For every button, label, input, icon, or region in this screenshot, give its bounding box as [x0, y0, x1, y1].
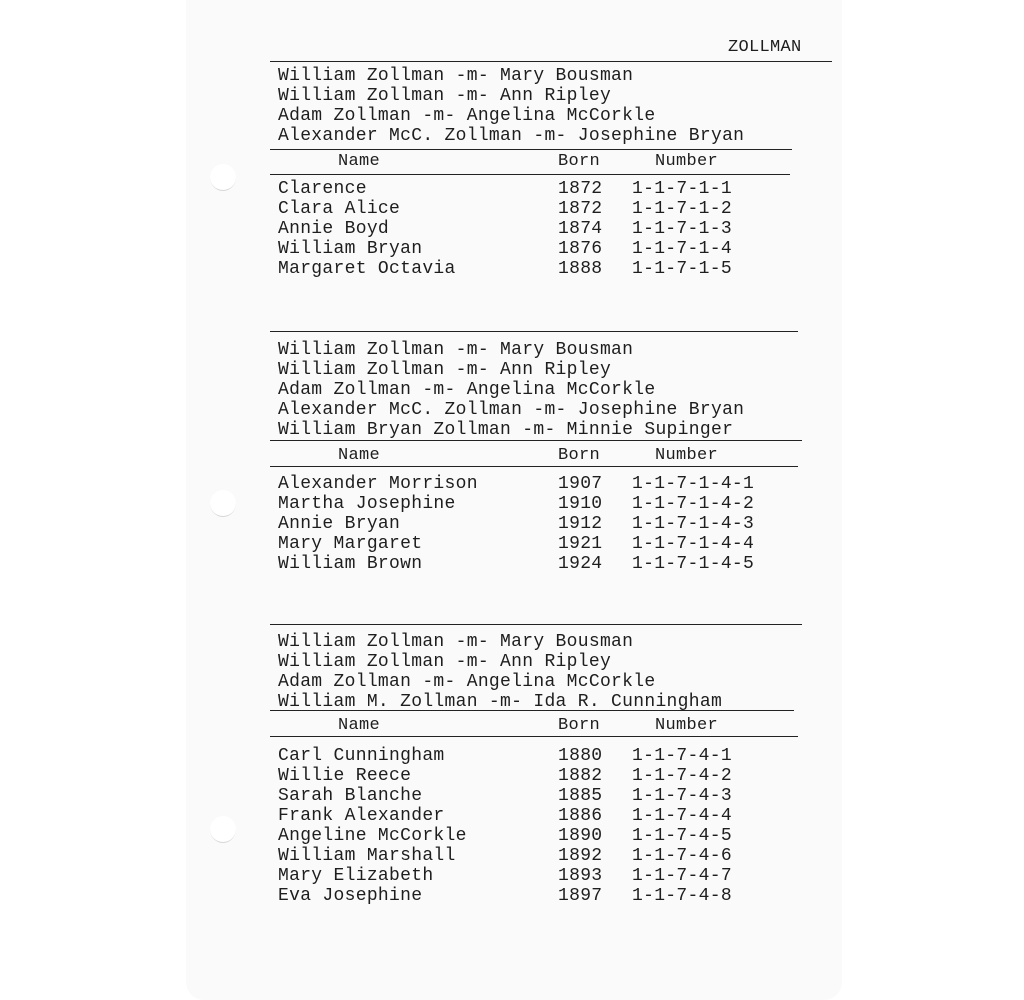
child-number: 1-1-7-1-4-4 [632, 534, 755, 554]
column-header-name: Name [338, 446, 381, 465]
child-name: Clarence [278, 179, 367, 199]
child-number: 1-1-7-4-4 [632, 806, 732, 826]
lineage-bottom-rule [270, 149, 792, 150]
child-born: 1872 [558, 199, 603, 219]
child-number: 1-1-7-1-1 [632, 179, 732, 199]
child-name: Annie Bryan [278, 514, 401, 534]
child-number: 1-1-7-1-4-1 [632, 474, 755, 494]
child-number: 1-1-7-1-3 [632, 219, 732, 239]
child-number: 1-1-7-4-1 [632, 746, 732, 766]
column-header-born: Born [558, 446, 601, 465]
lineage-line: Adam Zollman -m- Angelina McCorkle [278, 380, 656, 400]
lineage-line: William Zollman -m- Mary Bousman [278, 66, 634, 86]
child-born: 1876 [558, 239, 603, 259]
child-born: 1907 [558, 474, 603, 494]
lineage-line: William Zollman -m- Ann Ripley [278, 360, 612, 380]
punch-hole [210, 816, 236, 843]
child-name: William Marshall [278, 846, 456, 866]
child-name: Annie Boyd [278, 219, 390, 239]
lineage-line: Alexander McC. Zollman -m- Josephine Bryan [278, 126, 745, 146]
section-top-rule [270, 61, 832, 62]
child-number: 1-1-7-4-8 [632, 886, 732, 906]
child-name: Mary Margaret [278, 534, 423, 554]
child-name: Willie Reece [278, 766, 412, 786]
lineage-block [278, 340, 744, 440]
punch-hole [210, 164, 236, 191]
surname-header: ZOLLMAN [728, 38, 802, 57]
column-header-rule [270, 736, 798, 737]
column-header-name: Name [338, 716, 381, 735]
column-header-number: Number [655, 446, 719, 465]
child-born: 1885 [558, 786, 603, 806]
lineage-bottom-rule [270, 440, 802, 441]
child-name: Clara Alice [278, 199, 401, 219]
child-number: 1-1-7-4-7 [632, 866, 732, 886]
child-born: 1910 [558, 494, 603, 514]
child-name: Carl Cunningham [278, 746, 445, 766]
lineage-block [278, 66, 744, 146]
child-born: 1912 [558, 514, 603, 534]
child-number: 1-1-7-1-4-3 [632, 514, 755, 534]
lineage-line: William Bryan Zollman -m- Minnie Supinger [278, 420, 734, 440]
child-name: Alexander Morrison [278, 474, 478, 494]
child-born: 1893 [558, 866, 603, 886]
child-number: 1-1-7-1-4 [632, 239, 732, 259]
child-name: Mary Elizabeth [278, 866, 434, 886]
child-born: 1924 [558, 554, 603, 574]
column-header-born: Born [558, 716, 601, 735]
child-born: 1886 [558, 806, 603, 826]
child-born: 1892 [558, 846, 603, 866]
column-header-rule [270, 466, 798, 467]
column-header-born: Born [558, 152, 601, 171]
child-name: Eva Josephine [278, 886, 423, 906]
lineage-line: Adam Zollman -m- Angelina McCorkle [278, 672, 656, 692]
lineage-line: Alexander McC. Zollman -m- Josephine Bryan [278, 400, 745, 420]
child-number: 1-1-7-1-2 [632, 199, 732, 219]
child-born: 1882 [558, 766, 603, 786]
child-born: 1880 [558, 746, 603, 766]
section-top-rule [270, 331, 798, 332]
lineage-block [278, 632, 722, 712]
child-name: William Brown [278, 554, 423, 574]
lineage-bottom-rule [270, 710, 794, 711]
child-number: 1-1-7-1-4-5 [632, 554, 755, 574]
lineage-line: William Zollman -m- Mary Bousman [278, 340, 634, 360]
punch-hole [210, 490, 236, 517]
lineage-line: William Zollman -m- Ann Ripley [278, 652, 612, 672]
child-name: Martha Josephine [278, 494, 456, 514]
child-born: 1897 [558, 886, 603, 906]
lineage-line: William Zollman -m- Ann Ripley [278, 86, 612, 106]
child-born: 1872 [558, 179, 603, 199]
child-number: 1-1-7-4-2 [632, 766, 732, 786]
child-name: Angeline McCorkle [278, 826, 467, 846]
child-name: William Bryan [278, 239, 423, 259]
column-header-number: Number [655, 716, 719, 735]
section-top-rule [270, 624, 802, 625]
child-name: Sarah Blanche [278, 786, 423, 806]
child-born: 1874 [558, 219, 603, 239]
child-number: 1-1-7-1-4-2 [632, 494, 755, 514]
lineage-line: William M. Zollman -m- Ida R. Cunningham [278, 692, 723, 712]
column-header-number: Number [655, 152, 719, 171]
child-number: 1-1-7-4-5 [632, 826, 732, 846]
child-born: 1921 [558, 534, 603, 554]
lineage-line: William Zollman -m- Mary Bousman [278, 632, 634, 652]
child-number: 1-1-7-4-3 [632, 786, 732, 806]
child-name: Frank Alexander [278, 806, 445, 826]
child-number: 1-1-7-1-5 [632, 259, 732, 279]
column-header-rule [270, 174, 790, 175]
column-header-name: Name [338, 152, 381, 171]
child-number: 1-1-7-4-6 [632, 846, 732, 866]
lineage-line: Adam Zollman -m- Angelina McCorkle [278, 106, 656, 126]
child-name: Margaret Octavia [278, 259, 456, 279]
child-born: 1888 [558, 259, 603, 279]
child-born: 1890 [558, 826, 603, 846]
